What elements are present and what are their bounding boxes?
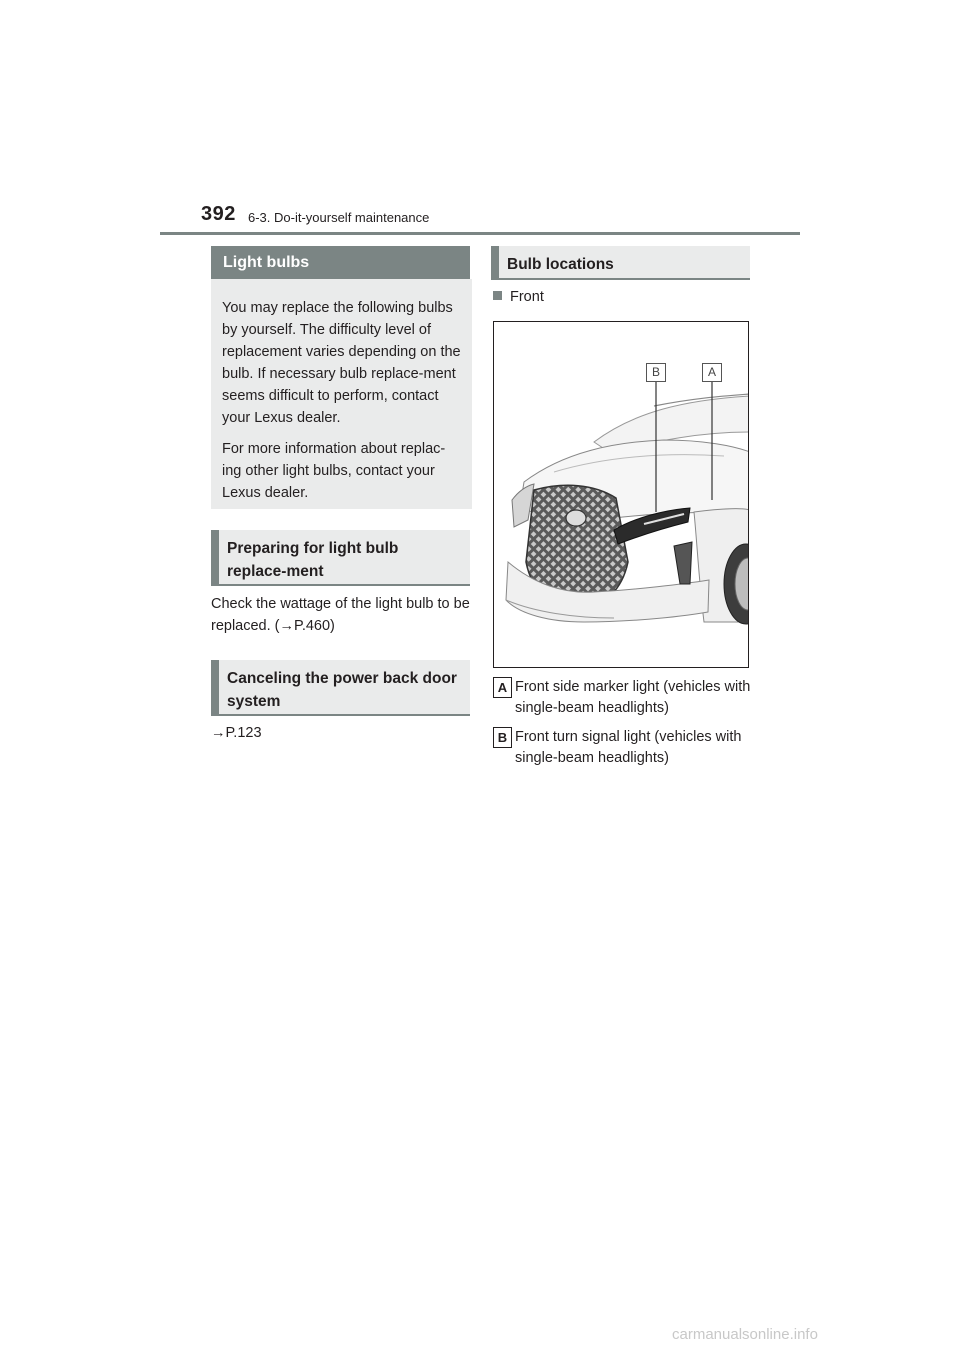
front-bulb-figure [493, 321, 749, 668]
intro-paragraph-1: You may replace the following bulbs by yourself. The difficulty level of replacement varies depending on the bulb. If necessary bulb replace-ment seems difficult to perform, contact your Lexus dealer. [222, 300, 461, 426]
intro-box [211, 279, 472, 509]
light-bulbs-heading: Light bulbs [211, 246, 470, 279]
preparing-text [211, 593, 471, 637]
front-label-text: Front [510, 289, 544, 305]
preparing-text-body: Check the wattage of the light bulb to be replaced. ( [211, 596, 470, 634]
canceling-heading: Canceling the power back door system [211, 660, 470, 716]
legend-item-b [493, 727, 758, 769]
legend-text-a: Front side marker light (vehicles with single-beam headlights) [515, 679, 751, 716]
preparing-page-link[interactable]: →P.460 [279, 618, 331, 634]
section-title: 6-3. Do-it-yourself maintenance [248, 210, 430, 225]
preparing-text-close: ) [330, 618, 335, 634]
legend-text-b: Front turn signal light (vehicles with single-beam headlights) [515, 729, 742, 766]
front-label [493, 287, 544, 307]
bulb-locations-heading: Bulb locations [491, 246, 750, 280]
legend-key-b: B [493, 727, 512, 748]
header-rule [160, 232, 800, 235]
preparing-heading: Preparing for light bulb replace-ment [211, 530, 470, 586]
square-bullet-icon [493, 291, 502, 300]
watermark: carmanualsonline.info [672, 1326, 818, 1343]
callout-b: B [646, 363, 666, 382]
legend-item-a [493, 677, 758, 719]
callout-a: A [702, 363, 722, 382]
canceling-page-link[interactable]: →P.123 [211, 725, 262, 741]
legend-key-a: A [493, 677, 512, 698]
page-number: 392 [201, 203, 236, 225]
intro-paragraph-2: For more information about replac-ing other light bulbs, contact your Lexus dealer. [222, 441, 446, 501]
